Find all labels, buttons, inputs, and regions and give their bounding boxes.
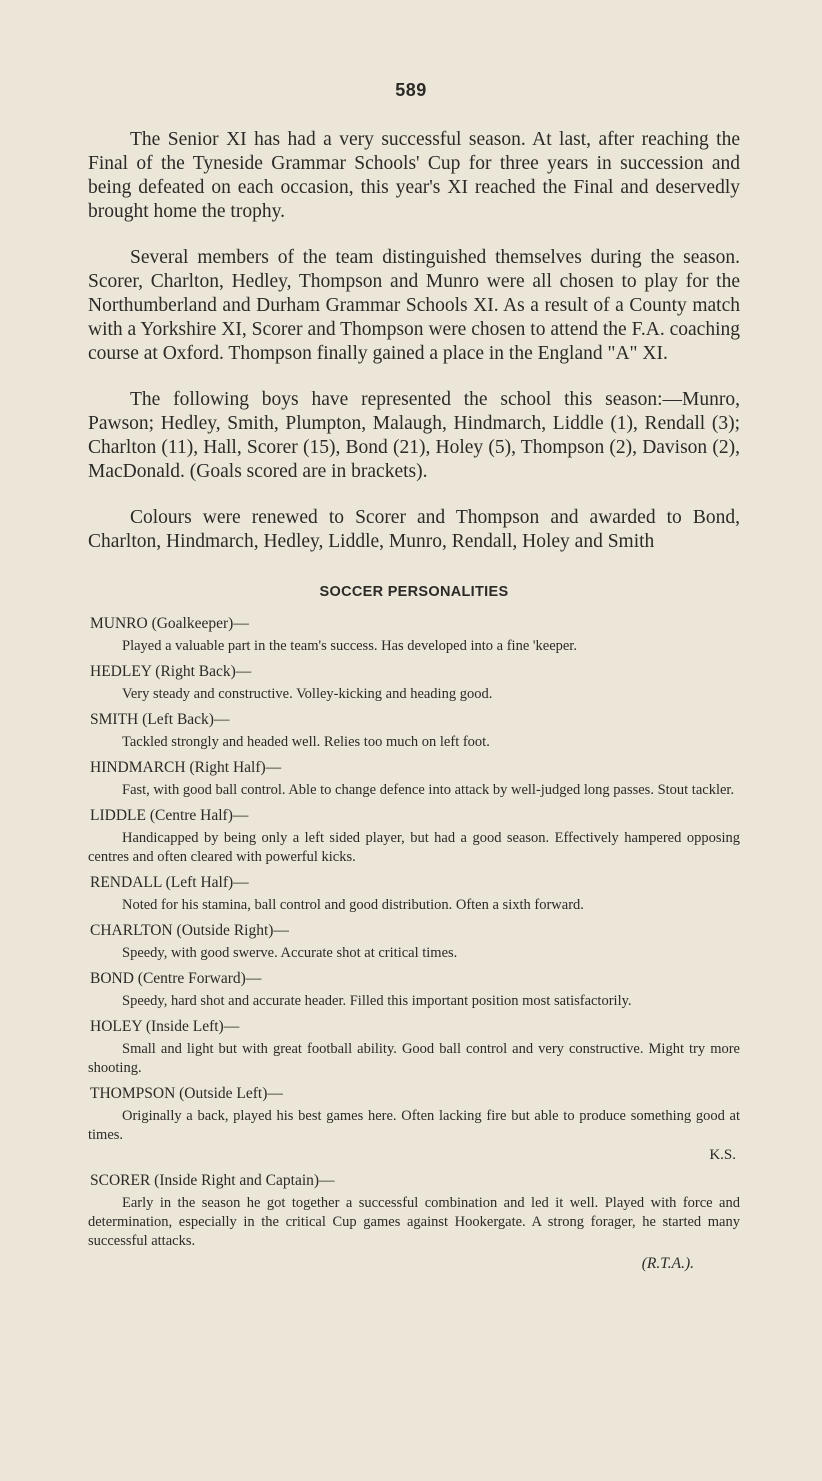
player-description: Noted for his stamina, ball control and good distribution. Often a sixth forward.	[122, 897, 584, 913]
player-name: HINDMARCH (Right Half)—	[90, 759, 282, 776]
author-initials-rta: (R.T.A.).	[641, 1255, 694, 1272]
player-entry	[88, 806, 740, 867]
player-name: HEDLEY (Right Back)—	[90, 663, 252, 680]
player-name: THOMPSON (Outside Left)—	[90, 1085, 283, 1102]
paragraph-team-list: The following boys have represented the school this season:—Munro, Pawson; Hedley, Smith, Plumpton, Malaugh, Hindmarch, Liddle (1), Rendall (3); Charlton (11), Hall, Scorer (15), Bond (21), Holey (5), Thompson (2), Davison (2), MacDonald. (Goals scored are in brackets).	[88, 389, 740, 482]
player-entry	[88, 969, 740, 1011]
body-text	[88, 128, 740, 1279]
player-name: RENDALL (Left Half)—	[90, 874, 249, 891]
player-entry	[88, 1084, 740, 1165]
player-name: MUNRO (Goalkeeper)—	[90, 615, 249, 632]
player-description: Speedy, with good swerve. Accurate shot at critical times.	[122, 945, 458, 961]
player-description: Played a valuable part in the team's success. Has developed into a fine 'keeper.	[122, 638, 577, 654]
player-description: Small and light but with great football ability. Good ball control and very constructive. Might try more shooting.	[88, 1041, 740, 1076]
player-name: SMITH (Left Back)—	[90, 711, 230, 728]
paragraph-colours: Colours were renewed to Scorer and Thompson and awarded to Bond, Charlton, Hindmarch, Hedley, Liddle, Munro, Rendall, Holey and Smith	[88, 507, 740, 552]
player-name: BOND (Centre Forward)—	[90, 970, 262, 987]
player-entry	[88, 1017, 740, 1078]
player-entry	[88, 662, 740, 704]
player-description: Tackled strongly and headed well. Relies too much on left foot.	[122, 734, 490, 750]
player-name: LIDDLE (Centre Half)—	[90, 807, 249, 824]
player-entry	[88, 1171, 740, 1273]
player-entry	[88, 873, 740, 915]
player-entry	[88, 758, 740, 800]
player-description: Speedy, hard shot and accurate header. Filled this important position most satisfactorily.	[122, 993, 632, 1009]
player-description: Handicapped by being only a left sided player, but had a good season. Effectively hampered opposing centres and often cleared with powerful kicks.	[88, 830, 740, 865]
player-name: HOLEY (Inside Left)—	[90, 1018, 240, 1035]
player-entry	[88, 710, 740, 752]
player-description: Fast, with good ball control. Able to change defence into attack by well-judged long passes. Stout tackler.	[122, 782, 735, 798]
player-description: Very steady and constructive. Volley-kicking and heading good.	[122, 686, 493, 702]
author-initials-ks: K.S.	[709, 1147, 736, 1163]
player-description: Originally a back, played his best games here. Often lacking fire but able to produce something good at times.	[88, 1108, 740, 1143]
paragraph-distinctions: Several members of the team distinguished themselves during the season. Scorer, Charlton, Hedley, Thompson and Munro were all chosen to play for the Northumberland and Durham Grammar Schools XI. As a result of a County match with a Yorkshire XI, Scorer and Thompson were chosen to attend the F.A. coaching course at Oxford. Thompson finally gained a place in the England "A" XI.	[88, 247, 740, 364]
player-name: CHARLTON (Outside Right)—	[90, 922, 289, 939]
page-number: 589	[395, 80, 427, 100]
paragraph-season-summary: The Senior XI has had a very successful season. At last, after reaching the Final of the Tyneside Grammar Schools' Cup for three years in succession and being defeated on each occasion, this year's XI reached the Final and deservedly brought home the trophy.	[88, 129, 740, 222]
player-entry	[88, 614, 740, 656]
player-entry	[88, 921, 740, 963]
player-name: SCORER (Inside Right and Captain)—	[90, 1172, 335, 1189]
section-heading: SOCCER PERSONALITIES	[319, 584, 509, 600]
player-description: Early in the season he got together a successful combination and led it well. Played with force and determination, especially in the critical Cup games against Hookergate. A strong forager, he started many successful attacks.	[88, 1195, 740, 1249]
